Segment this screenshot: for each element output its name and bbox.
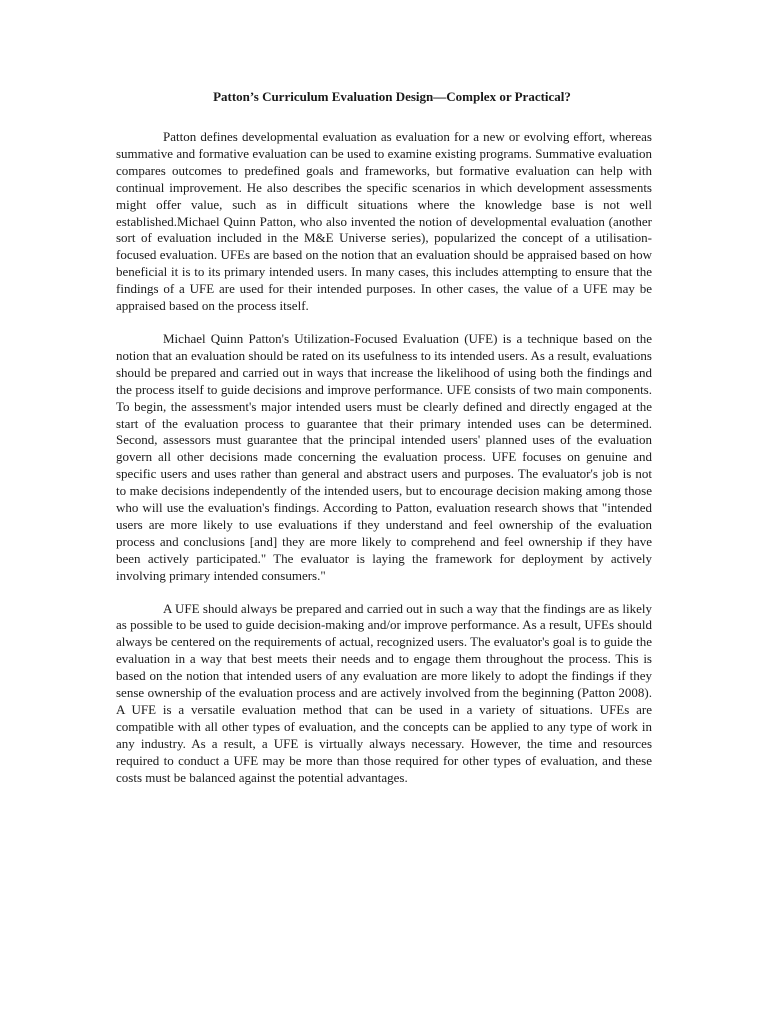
document-title: Patton’s Curriculum Evaluation Design—Complex or Practical? <box>213 89 571 104</box>
document-page <box>116 88 652 803</box>
paragraph-3: A UFE should always be prepared and carried out in such a way that the findings are as likely as possible to be used to guide decision-making and/or improve performance. As a result, UFEs should always be centered on the requirements of actual, recognized users. The evaluator's goal is to guide the evaluation in a way that best meets their needs and to engage them throughout the process. This is based on the notion that intended users of any evaluation are more likely to adopt the findings if they sense ownership of the evaluation process and are actively involved from the beginning (Patton 2008). A UFE is a versatile evaluation method that can be used in a variety of situations. UFEs are compatible with all other types of evaluation, and the concepts can be applied to any type of work in any industry. As a result, a UFE is virtually always necessary. However, the time and resources required to conduct a UFE may be more than those required for other types of evaluation, and these costs must be balanced against the potential advantages. <box>116 600 652 785</box>
paragraph-1: Patton defines developmental evaluation as evaluation for a new or evolving effort, whereas summative and formative evaluation can be used to examine existing programs. Summative evaluation compares outcomes to predefined goals and frameworks, but formative evaluation can help with continual improvement. He also describes the specific scenarios in which development assessments might offer value, such as in difficult situations where the knowledge base is not well established.Michael Quinn Patton, who also invented the notion of developmental evaluation (another sort of evaluation included in the M&E Universe series), popularized the concept of a utilisation-focused evaluation. UFEs are based on the notion that an evaluation should be appraised based on how beneficial it is to its primary intended users. In many cases, this includes attempting to ensure that the findings of a UFE are used for their intended purposes. In other cases, the value of a UFE may be appraised based on the process itself. <box>116 129 652 314</box>
paragraph-2: Michael Quinn Patton's Utilization-Focused Evaluation (UFE) is a technique based on the notion that an evaluation should be rated on its usefulness to its intended users. As a result, evaluations should be prepared and carried out in ways that increase the likelihood of using both the findings and the process itself to guide decisions and improve performance. UFE consists of two main components. To begin, the assessment's major intended users must be clearly defined and directly engaged at the start of the evaluation process to guarantee that their primary intended uses can be determined. Second, assessors must guarantee that the principal intended users' planned uses of the evaluation govern all other decisions made concerning the evaluation process. UFE focuses on genuine and specific users and uses rather than general and abstract users and purposes. The evaluator's job is not to make decisions independently of the intended users, but to encourage decision making among those who will use the evaluation's findings. According to Patton, evaluation research shows that "intended users are more likely to use evaluations if they understand and feel ownership of the evaluation process and conclusions [and] they are more likely to comprehend and feel ownership if they have been actively participated." The evaluator is laying the framework for deployment by actively involving primary intended consumers." <box>116 330 652 583</box>
